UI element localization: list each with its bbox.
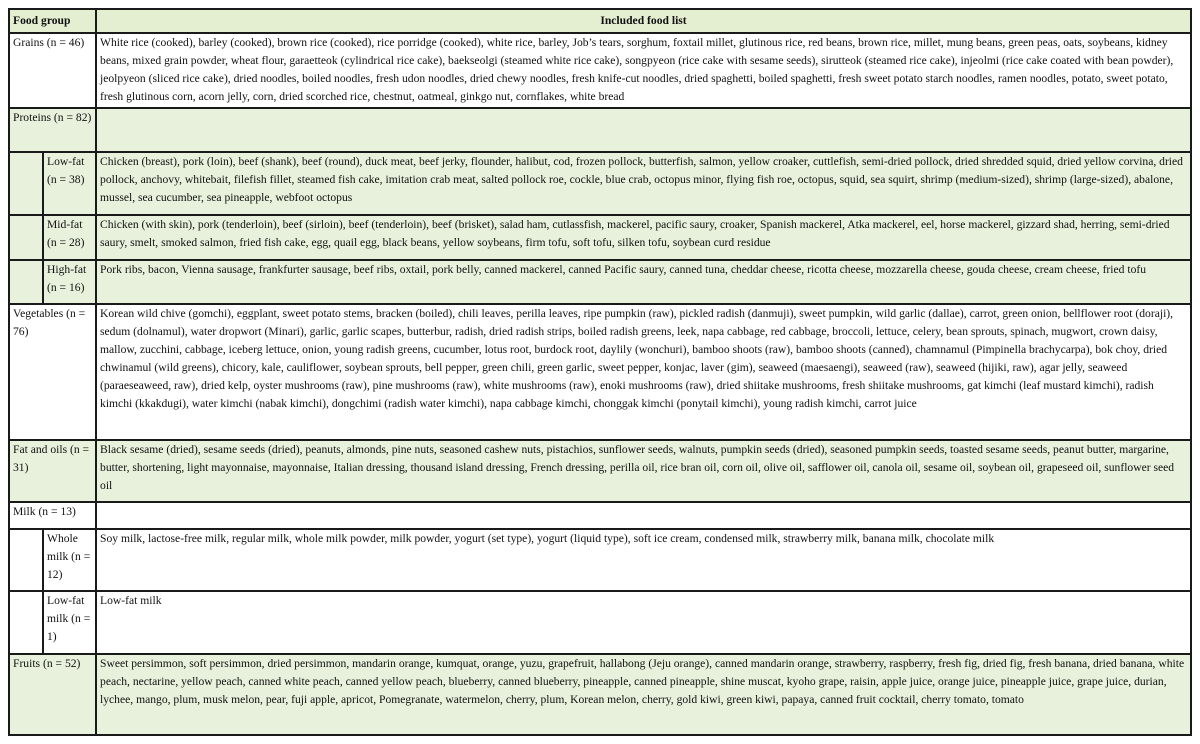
indent-cell bbox=[9, 591, 43, 654]
header-food-group: Food group bbox=[9, 9, 96, 33]
indent-cell bbox=[9, 529, 43, 592]
food-list: Sweet persimmon, soft persimmon, dried persimmon, mandarin orange, kumquat, orange, yuzu, grapefruit, hallabong (Jeju orange), canned mandarin orange, strawberry, raspberry, fresh fig, dried fig, fresh banana, dried banana, white peach, nectarine, yellow peach, canned white peach, canned yellow peach, blueberry, canned blueberry, pineapple, canned pineapple, shine muscat, kyoho grape, raisin, apple juice, orange juice, pineapple juice, grape juice, durian, lychee, mango, plum, musk melon, pear, fuji apple, apricot, Pomegranate, watermelon, cherry, plum, Korean melon, cherry, gold kiwi, green kiwi, papaya, canned fruit cocktail, cherry tomato, tomato bbox=[96, 654, 1191, 735]
row-proteins bbox=[9, 108, 1191, 153]
subgroup-label: Mid-fat (n = 28) bbox=[43, 215, 96, 260]
subgroup-label: High-fat (n = 16) bbox=[43, 260, 96, 305]
indent-cell bbox=[9, 152, 43, 215]
row-fat-and-oils bbox=[9, 440, 1191, 503]
row-milk-low-fat bbox=[9, 591, 1191, 654]
food-list: Chicken (with skin), pork (tenderloin), beef (sirloin), beef (tenderloin), beef (brisket), salad ham, cutlassfish, mackerel, pacific saury, croaker, Spanish mackerel, Atka mackerel, eel, horse mackerel, gizzard shad, herring, semi-dried saury, smelt, smoked salmon, fried fish cake, egg, quail egg, black beans, yellow soybeans, firm tofu, soft tofu, silken tofu, soybean curd residue bbox=[96, 215, 1191, 260]
food-list: Black sesame (dried), sesame seeds (dried), peanuts, almonds, pine nuts, seasoned cashew nuts, pistachios, sunflower seeds, walnuts, pumpkin seeds (dried), seasoned pumpkin seeds, toasted sesame seeds, peanut butter, margarine, butter, shortening, light mayonnaise, mayonnaise, Italian dressing, thousand island dressing, French dressing, perilla oil, rice bran oil, corn oil, olive oil, safflower oil, canola oil, sesame oil, soybean oil, grapeseed oil, sunflower seed oil bbox=[96, 440, 1191, 503]
row-grains bbox=[9, 33, 1191, 108]
row-fruits bbox=[9, 654, 1191, 735]
indent-cell bbox=[9, 215, 43, 260]
row-proteins-high-fat bbox=[9, 260, 1191, 305]
food-group-table bbox=[8, 8, 1192, 736]
food-list: Chicken (breast), pork (loin), beef (shank), beef (round), duck meat, beef jerky, flounder, halibut, cod, frozen pollock, butterfish, salmon, yellow croaker, cuttlefish, semi-dried pollock, dried shredded squid, dried yellow corvina, dried pollock, anchovy, whitebait, filefish fillet, steamed fish cake, imitation crab meat, salted pollock roe, cockle, blue crab, octopus minor, flying fish roe, octopus, squid, sea squirt, shrimp (medium-sized), shrimp (large-sized), abalone, mussel, sea cucumber, sea pineapple, webfoot octopus bbox=[96, 152, 1191, 215]
row-proteins-low-fat bbox=[9, 152, 1191, 215]
group-label: Fruits (n = 52) bbox=[9, 654, 96, 735]
food-list: White rice (cooked), barley (cooked), brown rice (cooked), rice porridge (cooked), white rice, barley, Job’s tears, sorghum, foxtail millet, glutinous rice, red beans, brown rice, millet, mung beans, green peas, oats, soybeans, kidney beans, mixed grain powder, wheat flour, garaetteok (cylindrical rice cake), baekseolgi (steamed white rice cake), songpyeon (rice cake with sesame seeds), sirutteok (steamed rice cake), injeolmi (rice cake coated with bean powder), jeolpyeon (sliced rice cake), dried noodles, boiled noodles, fresh udon noodles, dried chewy noodles, fresh knife-cut noodles, dried spaghetti, boiled spaghetti, fresh sweet potato starch noodles, ramen noodles, potato, sweet potato, fresh glutinous corn, acorn jelly, corn, dried scorched rice, chestnut, oatmeal, ginkgo nut, cornflakes, white bread bbox=[96, 33, 1191, 108]
row-milk bbox=[9, 502, 1191, 528]
group-label: Fat and oils (n = 31) bbox=[9, 440, 96, 503]
group-label: Grains (n = 46) bbox=[9, 33, 96, 108]
food-list: Korean wild chive (gomchi), eggplant, sweet potato stems, bracken (boiled), chili leaves, perilla leaves, ripe pumpkin (raw), pickled radish (danmuji), sweet pumpkin, wild garlic (dallae), carrot, green onion, bellflower root (doraji), sedum (dolnamul), water dropwort (Minari), garlic, garlic scapes, butterbur, radish, dried radish strips, boiled radish greens, leek, napa cabbage, red cabbage, broccoli, lettuce, celery, bean sprouts, spinach, mugwort, crown daisy, mallow, zucchini, cabbage, iceberg lettuce, onion, young radish greens, cucumber, lotus root, burdock root, daylily (wonchuri), bamboo shoots (raw), bamboo shoots (canned), chamnamul (Pimpinella brachycarpa), bok choy, dried chwinamul (wild greens), chicory, kale, cauliflower, soybean sprouts, bell pepper, green chili, green garlic, sweet pepper, konjac, laver (gim), seaweed (maesaengi), seaweed (raw), seaweed (hijiki, raw), agar jelly, seaweed (paraeseaweed, raw), dried kelp, oyster mushrooms (raw), pine mushrooms (raw), white mushrooms (raw), enoki mushrooms (raw), dried shiitake mushrooms, fresh shiitake mushrooms, gat kimchi (leaf mustard kimchi), radish kimchi (kkakdugi), water kimchi (nabak kimchi), dongchimi (radish water kimchi), napa cabbage kimchi, chonggak kimchi (ponytail kimchi), young radish kimchi, carrot juice bbox=[96, 304, 1191, 440]
row-proteins-mid-fat bbox=[9, 215, 1191, 260]
header-row bbox=[9, 9, 1191, 33]
food-list bbox=[96, 502, 1191, 528]
food-list bbox=[96, 108, 1191, 153]
subgroup-label: Low-fat milk (n = 1) bbox=[43, 591, 96, 654]
group-label: Proteins (n = 82) bbox=[9, 108, 96, 153]
food-list: Pork ribs, bacon, Vienna sausage, frankfurter sausage, beef ribs, oxtail, pork belly, canned mackerel, canned Pacific saury, canned tuna, cheddar cheese, ricotta cheese, mozzarella cheese, gouda cheese, cream cheese, fried tofu bbox=[96, 260, 1191, 305]
group-label: Vegetables (n = 76) bbox=[9, 304, 96, 440]
row-milk-whole bbox=[9, 529, 1191, 592]
subgroup-label: Low-fat (n = 38) bbox=[43, 152, 96, 215]
subgroup-label: Whole milk (n = 12) bbox=[43, 529, 96, 592]
indent-cell bbox=[9, 260, 43, 305]
food-list: Soy milk, lactose-free milk, regular milk, whole milk powder, milk powder, yogurt (set type), yogurt (liquid type), soft ice cream, condensed milk, strawberry milk, banana milk, chocolate milk bbox=[96, 529, 1191, 592]
header-included-food-list: Included food list bbox=[96, 9, 1191, 33]
row-vegetables bbox=[9, 304, 1191, 440]
food-list: Low-fat milk bbox=[96, 591, 1191, 654]
group-label: Milk (n = 13) bbox=[9, 502, 96, 528]
